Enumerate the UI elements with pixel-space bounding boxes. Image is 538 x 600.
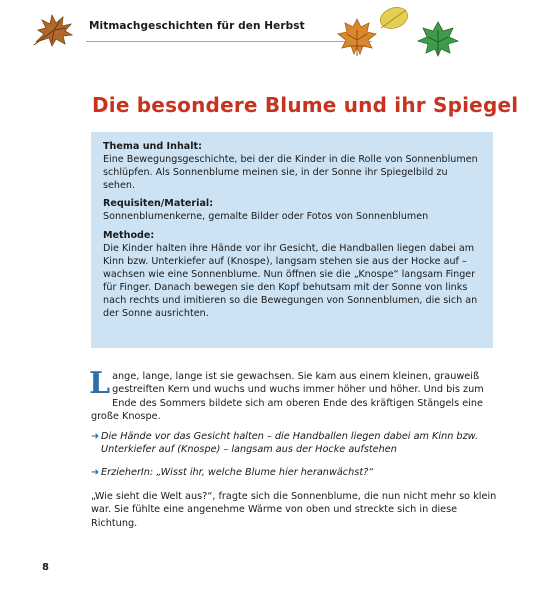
arrow-right-icon: ➜ [91,430,100,442]
instruction-item [91,466,497,479]
story-paragraph: „Wie sieht die Welt aus?“, fragte sich die Sonnenblume, die nun nicht mehr so klein war. Sie fühlte eine angenehme Wärme von oben und streckte sich in diese Richtung. [91,490,497,529]
instruction-text: ErzieherIn: „Wisst ihr, welche Blume hier heranwächst?“ [101,467,374,479]
autumn-leaf-icon [30,12,76,48]
yellow-leaf-icon [376,4,412,34]
method-section [103,229,481,321]
green-leaf-icon [416,18,460,58]
method-text: Die Kinder halten ihre Hände vor ihr Gesicht, die Handballen liegen dabei am Kinn bzw. Unterkiefer auf (Knospe), langsam stehen sie aus der Hocke auf – wachsen wie eine Sonnenblume. Nun öffnen sie die „Knospe“ langsam Finger für Finger. Danach bewegen sie den Kopf behutsam mit der Sonne von links nach rechts und imitieren so die Bewegungen von Sonnenblumen, die sich an der Sonne ausrichten. [103,242,478,320]
page-title: Die besondere Blume und ihr Spiegel [92,93,519,117]
theme-section [103,140,481,192]
materials-label: Requisiten/Material: [103,198,214,210]
instruction-text: Die Hände vor das Gesicht halten – die Handballen liegen dabei am Kinn bzw. Unterkiefer auf (Knospe) – langsam aus der Hocke aufstehen [101,430,479,456]
materials-text: Sonnenblumenkerne, gemalte Bilder oder Fotos von Sonnenblumen [103,211,429,223]
story-text [89,366,497,530]
instruction-item [91,430,497,457]
page-number: 8 [42,562,49,573]
theme-label: Thema und Inhalt: [103,141,202,152]
materials-section [103,197,481,223]
orange-leaf-icon [336,16,378,58]
theme-text: Eine Bewegungsgeschichte, bei der die Kinder in die Rolle von Sonnenblumen schlüpfen. Als Sonnenblume meinen sie, in der Sonne ihr Spiegelbild zu sehen. [103,154,478,192]
info-box [91,132,493,348]
method-label: Methode: [103,229,155,241]
drop-cap: L [89,366,111,401]
running-title: Mitmachgeschichten für den Herbst [89,20,305,32]
arrow-right-icon: ➜ [91,467,100,479]
story-paragraph-text: ange, lange, lange ist sie gewachsen. Sie kam aus einem kleinen, grauweiß gestreiften Kern und wuchs und wuchs immer höher und höher. Und bis zum Ende des Sommers bildete sich am oberen Ende des kräftigen Stängels eine große Knospe. [91,371,484,423]
header-divider [86,41,372,42]
story-paragraph [89,366,497,424]
